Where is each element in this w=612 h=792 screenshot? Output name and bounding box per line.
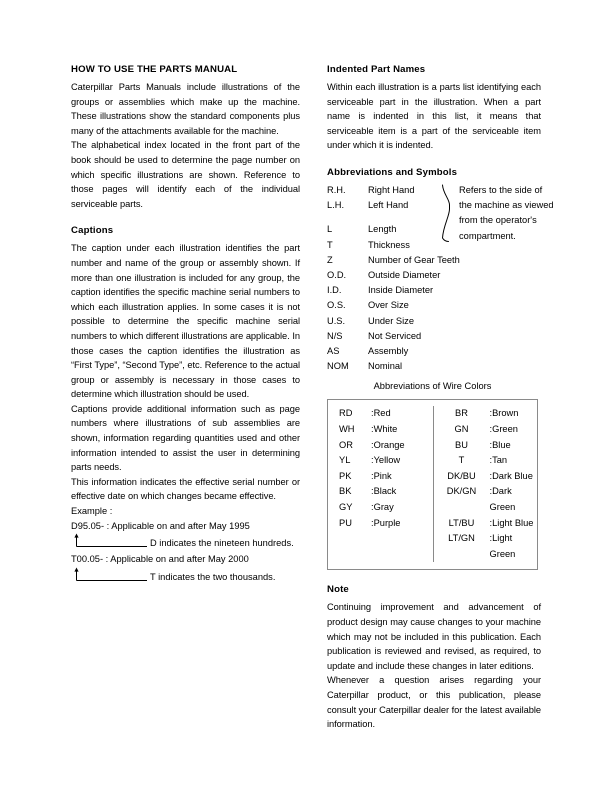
abbr-row — [327, 283, 541, 298]
table-row — [434, 516, 538, 532]
table-row — [339, 422, 433, 438]
table-row — [339, 500, 433, 516]
abbr-value: Not Serviced — [368, 330, 422, 341]
wire-code: PK — [339, 470, 352, 481]
wire-colors-table — [327, 399, 538, 570]
table-row — [339, 484, 433, 500]
wire-code: BR — [455, 408, 468, 419]
abbr-row — [327, 298, 541, 313]
abbr-value: Thickness — [368, 239, 410, 250]
abbr-value: Right Hand — [368, 184, 415, 195]
abbr-row — [327, 268, 541, 283]
example-1-code: D95.05- : Applicable on and after May 1995 — [71, 520, 250, 531]
wire-name: :Blue — [489, 439, 511, 450]
hand-explanation-line: the machine as viewed — [459, 200, 554, 211]
abbr-value: Under Size — [368, 315, 414, 326]
abbr-key: NOM — [327, 361, 349, 372]
abbr-value: Number of Gear Teeth — [368, 254, 460, 265]
abbr-key: T — [327, 239, 333, 250]
abbreviations-list — [327, 183, 554, 374]
abbr-row — [327, 329, 541, 344]
example-2-annotation — [71, 566, 300, 586]
wire-code: DK/GN — [446, 486, 477, 497]
captions-heading: Captions — [71, 225, 114, 237]
abbr-value: Outside Diameter — [368, 269, 441, 280]
abbr-row — [327, 344, 541, 359]
abbr-value: Left Hand — [368, 200, 409, 211]
right-column — [327, 64, 554, 732]
table-row — [434, 484, 538, 515]
abbr-value: Assembly — [368, 346, 409, 356]
captions-paragraph-2: Captions provide additional information such as page numbers where illustrations of sub assemblies are shown, information regarding quantities used and other information intended to assist the user in determining parts needs. — [71, 403, 300, 473]
note-paragraph-1: Continuing improvement and advancement of product design may cause changes to your machine which may not be included in this publication. Each publication is reviewed and revised, as required, to update and include these changes in later editions. — [327, 602, 541, 671]
indented-part-names-paragraph: Within each illustration is a parts list identifying each serviceable part in the illustration. When a part name is indented in this list, it means that serviceable item is a part of the serviceable item under which it is indented. — [327, 82, 541, 151]
abbr-row — [327, 314, 541, 329]
abbr-key: O.D. — [327, 269, 347, 280]
page-title: HOW TO USE THE PARTS MANUAL — [71, 64, 238, 75]
abbr-row — [327, 183, 445, 198]
abbr-value: Nominal — [368, 361, 403, 372]
abbr-row — [327, 359, 541, 374]
table-row — [434, 438, 538, 454]
captions-paragraph-1: The caption under each illustration identifies the part number and name of the group or assembly shown. If more than one illustration is included for any group, the caption identifies the specific machine serial numbers to which each illustration applies. In some cases it is not possible to determine the specific machine serial numbers to which different illustrations are applicable. In those cases the caption identifies the illustration as “First Type”, “Second Type”, etc. Reference to the actual group or assembly is necessary in those cases to determine which illustration should be used. — [71, 243, 300, 400]
intro-paragraph-1: Caterpillar Parts Manuals include illustrations of the groups or assemblies which make up the machine. These illustrations show the standard components plus many of the attachments available for the machine. — [71, 82, 300, 136]
abbr-key: R.H. — [327, 184, 346, 195]
hand-explanation — [459, 183, 574, 244]
wire-code: LT/GN — [448, 533, 475, 544]
wire-name: :Light Blue — [489, 517, 534, 528]
abbr-value: Length — [368, 224, 397, 235]
wire-code: PU — [339, 517, 352, 528]
example-2-code: T00.05- : Applicable on and after May 2000 — [71, 554, 249, 565]
hand-explanation-line: Refers to the side of — [459, 184, 543, 195]
wire-code: WH — [339, 424, 355, 434]
abbr-value: Inside Diameter — [368, 285, 434, 296]
hand-explanation-line: compartment. — [459, 230, 516, 241]
note-heading: Note — [327, 584, 349, 596]
abbr-key: O.S. — [327, 300, 346, 311]
abbr-key: Z — [327, 254, 333, 265]
abbreviations-heading: Abbreviations and Symbols — [327, 166, 458, 178]
wire-name: :Tan — [489, 455, 508, 466]
wire-colors-column-right — [433, 406, 538, 562]
intro-paragraph-2: The alphabetical index located in the front part of the book should be used to determine the page number on which specific illustrations are shown. Reference to those pages will identify each of the individual serviceable parts. — [71, 140, 300, 209]
wire-name: :White — [371, 424, 398, 434]
abbr-key: L.H. — [327, 200, 345, 211]
wire-colors-caption: Abbreviations of Wire Colors — [373, 381, 492, 392]
wire-name: :Purple — [371, 517, 401, 528]
wire-code: LT/BU — [448, 517, 475, 528]
table-row — [434, 531, 538, 562]
wire-name: :Brown — [489, 408, 519, 419]
wire-name: :Light Green — [489, 533, 516, 559]
hand-explanation-line: from the operator's — [459, 215, 537, 226]
wire-name: :Yellow — [371, 455, 401, 466]
table-row — [339, 438, 433, 454]
table-row — [434, 422, 538, 438]
abbr-row — [327, 198, 445, 213]
hand-abbreviations — [327, 183, 445, 213]
wire-name: :Green — [489, 424, 518, 434]
wire-name: :Gray — [371, 501, 394, 512]
example-1-annotation — [71, 532, 300, 552]
wire-name: :Pink — [371, 470, 392, 481]
abbr-key: U.S. — [327, 315, 346, 326]
left-column — [71, 64, 300, 586]
wire-colors-column-left — [328, 406, 433, 562]
wire-name: :Red — [371, 408, 391, 419]
wire-name: :Dark Blue — [489, 470, 533, 481]
table-row — [339, 406, 433, 422]
table-row — [434, 406, 538, 422]
abbr-row — [327, 253, 541, 268]
wire-code: BK — [339, 486, 352, 497]
abbr-key: AS — [327, 346, 340, 356]
wire-name: :Dark Green — [489, 486, 516, 512]
callout-arrow-icon — [71, 566, 151, 586]
example-label: Example : — [71, 506, 113, 517]
captions-paragraph-3: This information indicates the effective serial number or effective date on which changes became effective. — [71, 476, 300, 502]
table-row — [339, 469, 433, 485]
wire-code: T — [458, 455, 465, 466]
table-row — [339, 453, 433, 469]
abbr-value: Over Size — [368, 300, 409, 311]
wire-code: YL — [339, 455, 351, 466]
example-1-annotation-text: D indicates the nineteen hundreds. — [150, 538, 294, 549]
wire-code: RD — [339, 408, 353, 419]
callout-arrow-icon — [71, 532, 151, 552]
example-2-annotation-text: T indicates the two thousands. — [150, 571, 276, 582]
wire-code: GN — [454, 424, 469, 434]
table-row — [434, 453, 538, 469]
wire-name: :Black — [371, 486, 397, 497]
abbr-key: L — [327, 224, 333, 235]
abbr-key: N/S — [327, 330, 343, 341]
wire-name: :Orange — [371, 439, 405, 450]
wire-code: BU — [455, 439, 468, 450]
table-row — [434, 469, 538, 485]
wire-code: GY — [339, 501, 353, 512]
wire-code: DK/BU — [447, 470, 476, 481]
abbr-key: I.D. — [327, 285, 342, 296]
table-row — [339, 516, 433, 532]
note-paragraph-2: Whenever a question arises regarding your Caterpillar product, or this publication, please consult your Caterpillar dealer for the latest available information. — [327, 675, 541, 730]
wire-code: OR — [339, 439, 353, 450]
indented-part-names-heading: Indented Part Names — [327, 64, 426, 75]
